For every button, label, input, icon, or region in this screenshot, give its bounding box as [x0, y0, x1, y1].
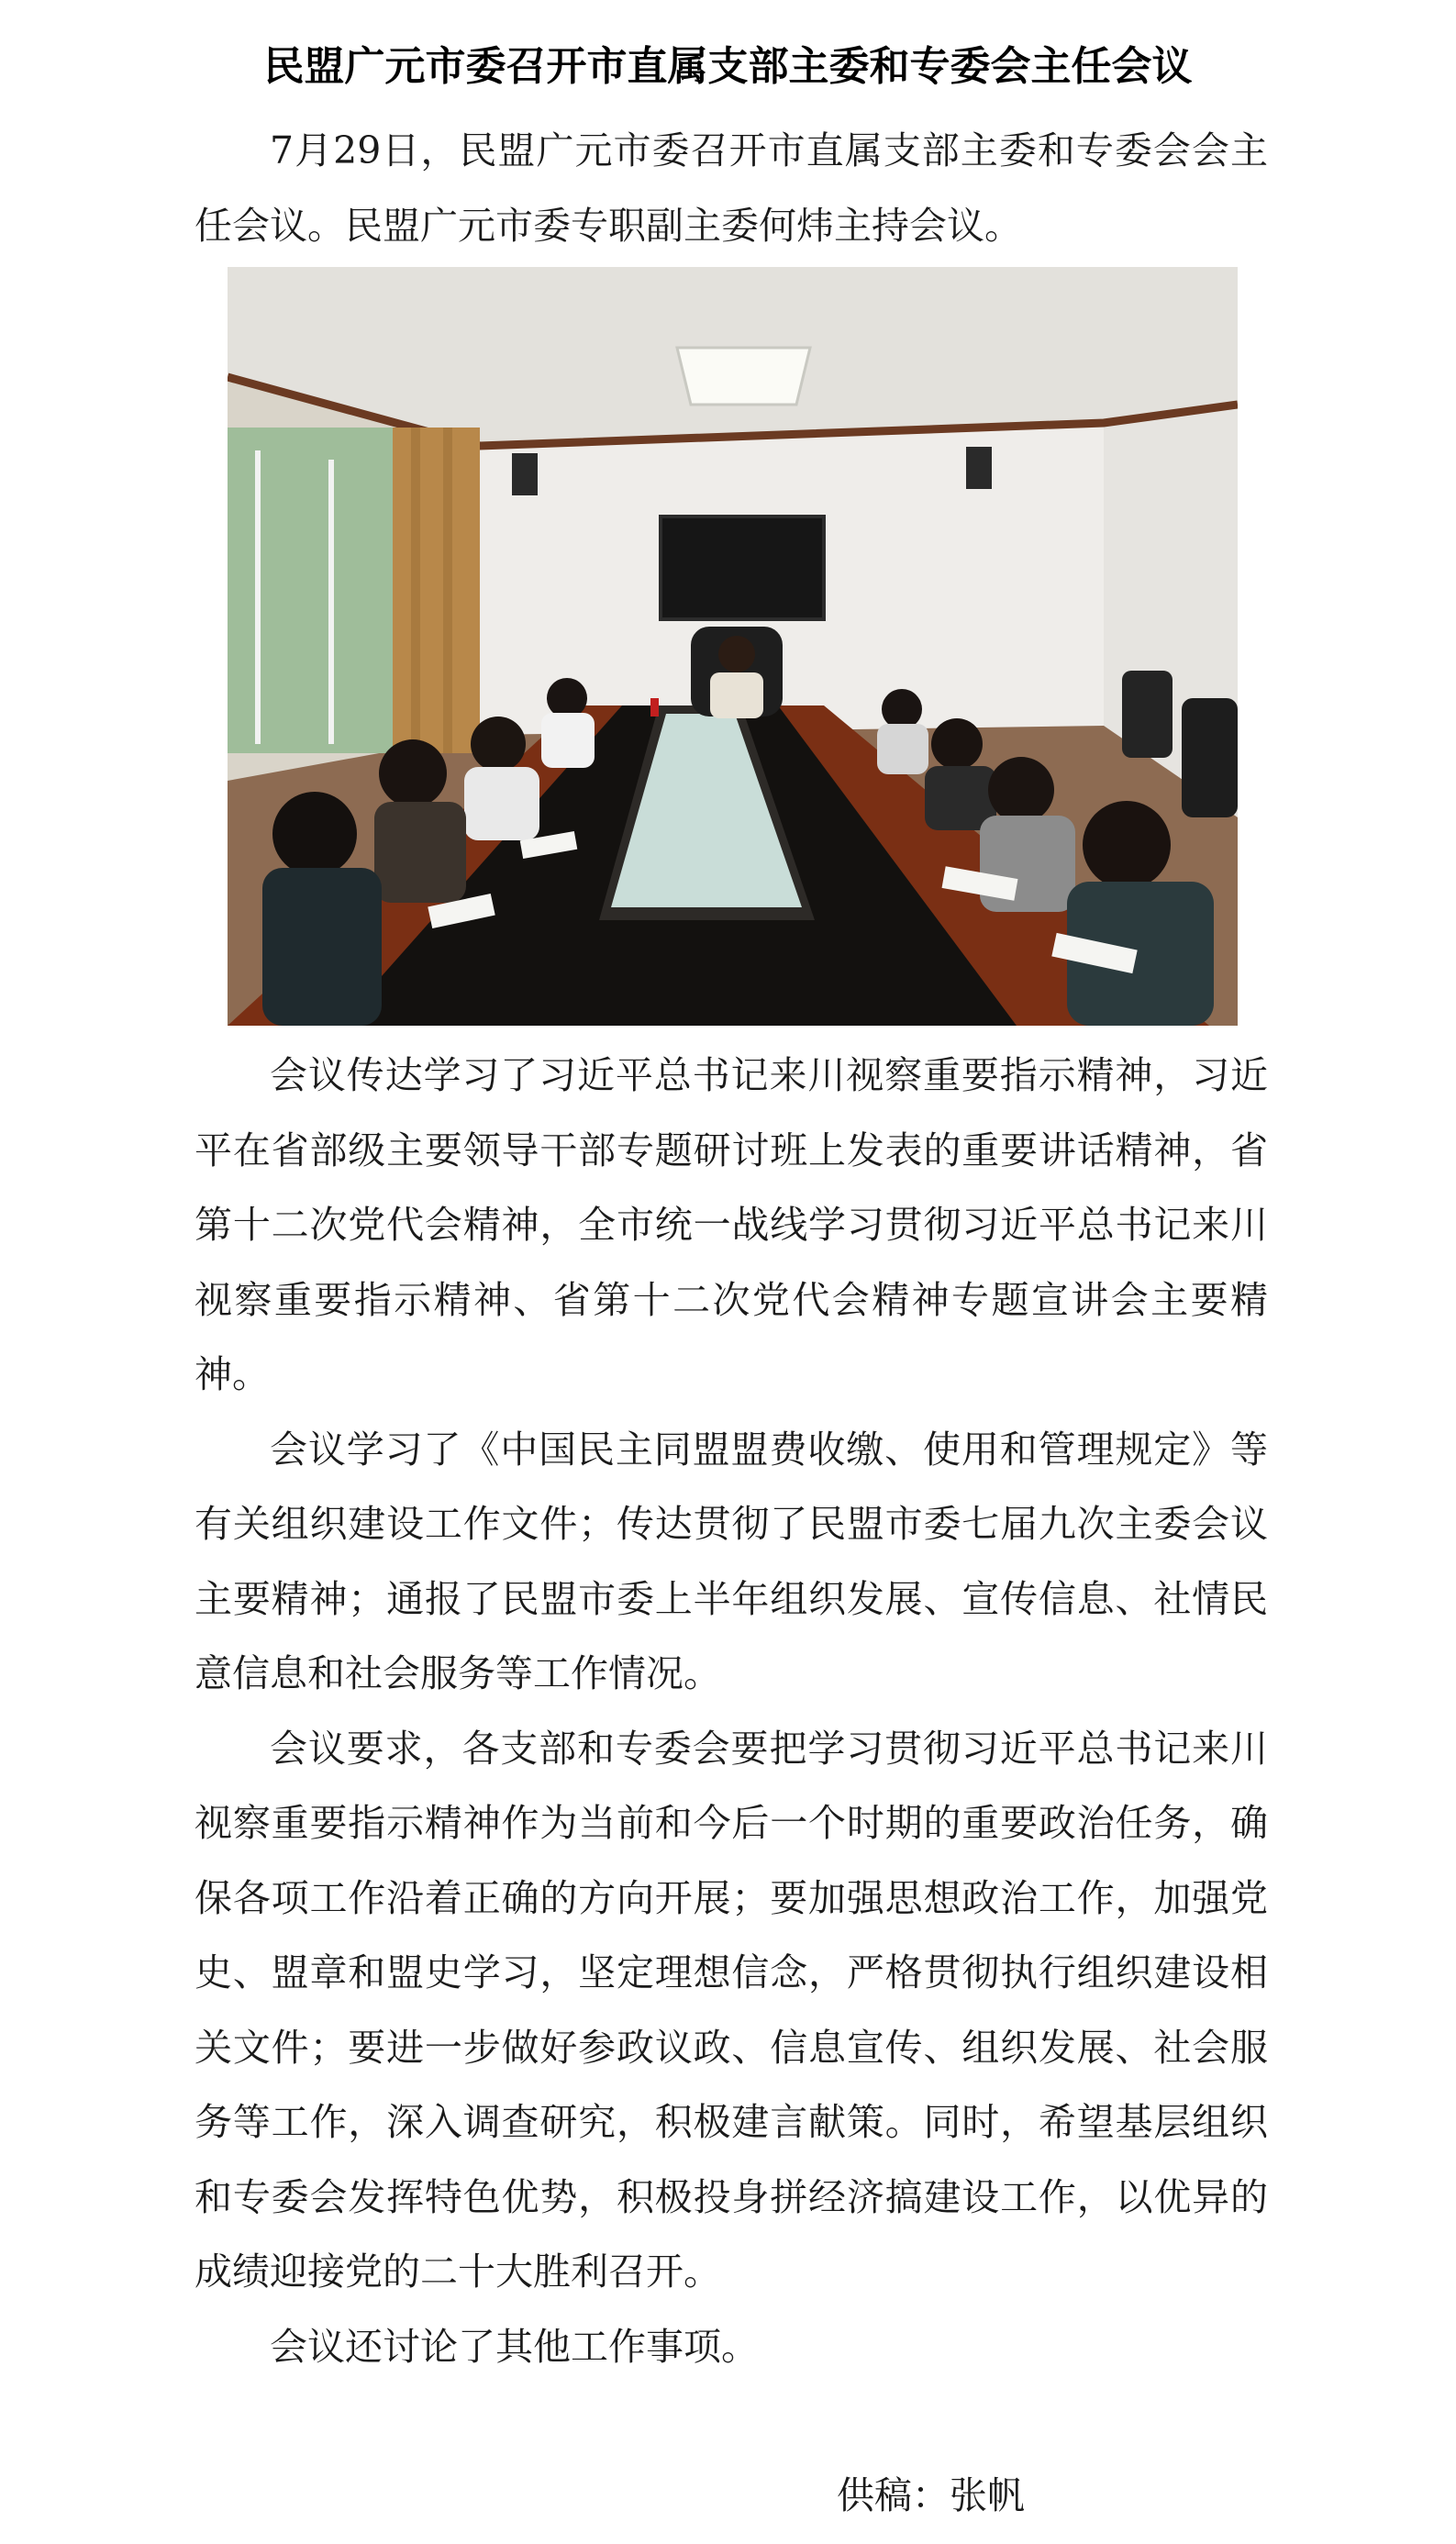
article-title: 民盟广元市委召开市直属支部主委和专委会主任会议 [263, 43, 1193, 91]
paragraph-2: 会议学习了《中国民主同盟盟费收缴、使用和管理规定》等有关组织建设工作文件；传达贯彻了民盟市委七届九次主委会议主要精神；通报了民盟市委上半年组织发展、宣传信息、社情民意信息和社会服务等工作情况。 [195, 1427, 1268, 1695]
paragraph-4: 会议还讨论了其他工作事项。 [270, 2324, 759, 2369]
paragraph-3: 会议要求，各支部和专委会要把学习贯彻习近平总书记来川视察重要指示精神作为当前和今后一个时期的重要政治任务，确保各项工作沿着正确的方向开展；要加强思想政治工作，加强党史、盟章和盟史学习，坚定理想信念，严格贯彻执行组织建设相关文件；要进一步做好参政议政、信息宣传、组织发展、社会服务等工作，深入调查研究，积极建言献策。同时，希望基层组织和专委会发挥特色优势，积极投身拼经济搞建设工作，以优异的成绩迎接党的二十大胜利召开。 [195, 1726, 1268, 2294]
body-block [195, 1039, 1268, 2384]
intro-block [195, 114, 1268, 263]
paragraph-1: 会议传达学习了习近平总书记来川视察重要指示精神，习近平在省部级主要领导干部专题研讨班上发表的重要讲话精神，省第十二次党代会精神，全市统一战线学习贯彻习近平总书记来川视察重要指示精神、省第十二次党代会精神专题宣讲会主要精神。 [195, 1053, 1268, 1396]
intro-paragraph: 7月29日，民盟广元市委召开市直属支部主委和专委会会主任会议。民盟广元市委专职副主委何炜主持会议。 [195, 128, 1268, 248]
article-credit: 供稿：张帆 [837, 2473, 1025, 2517]
meeting-photo [228, 267, 1238, 1026]
